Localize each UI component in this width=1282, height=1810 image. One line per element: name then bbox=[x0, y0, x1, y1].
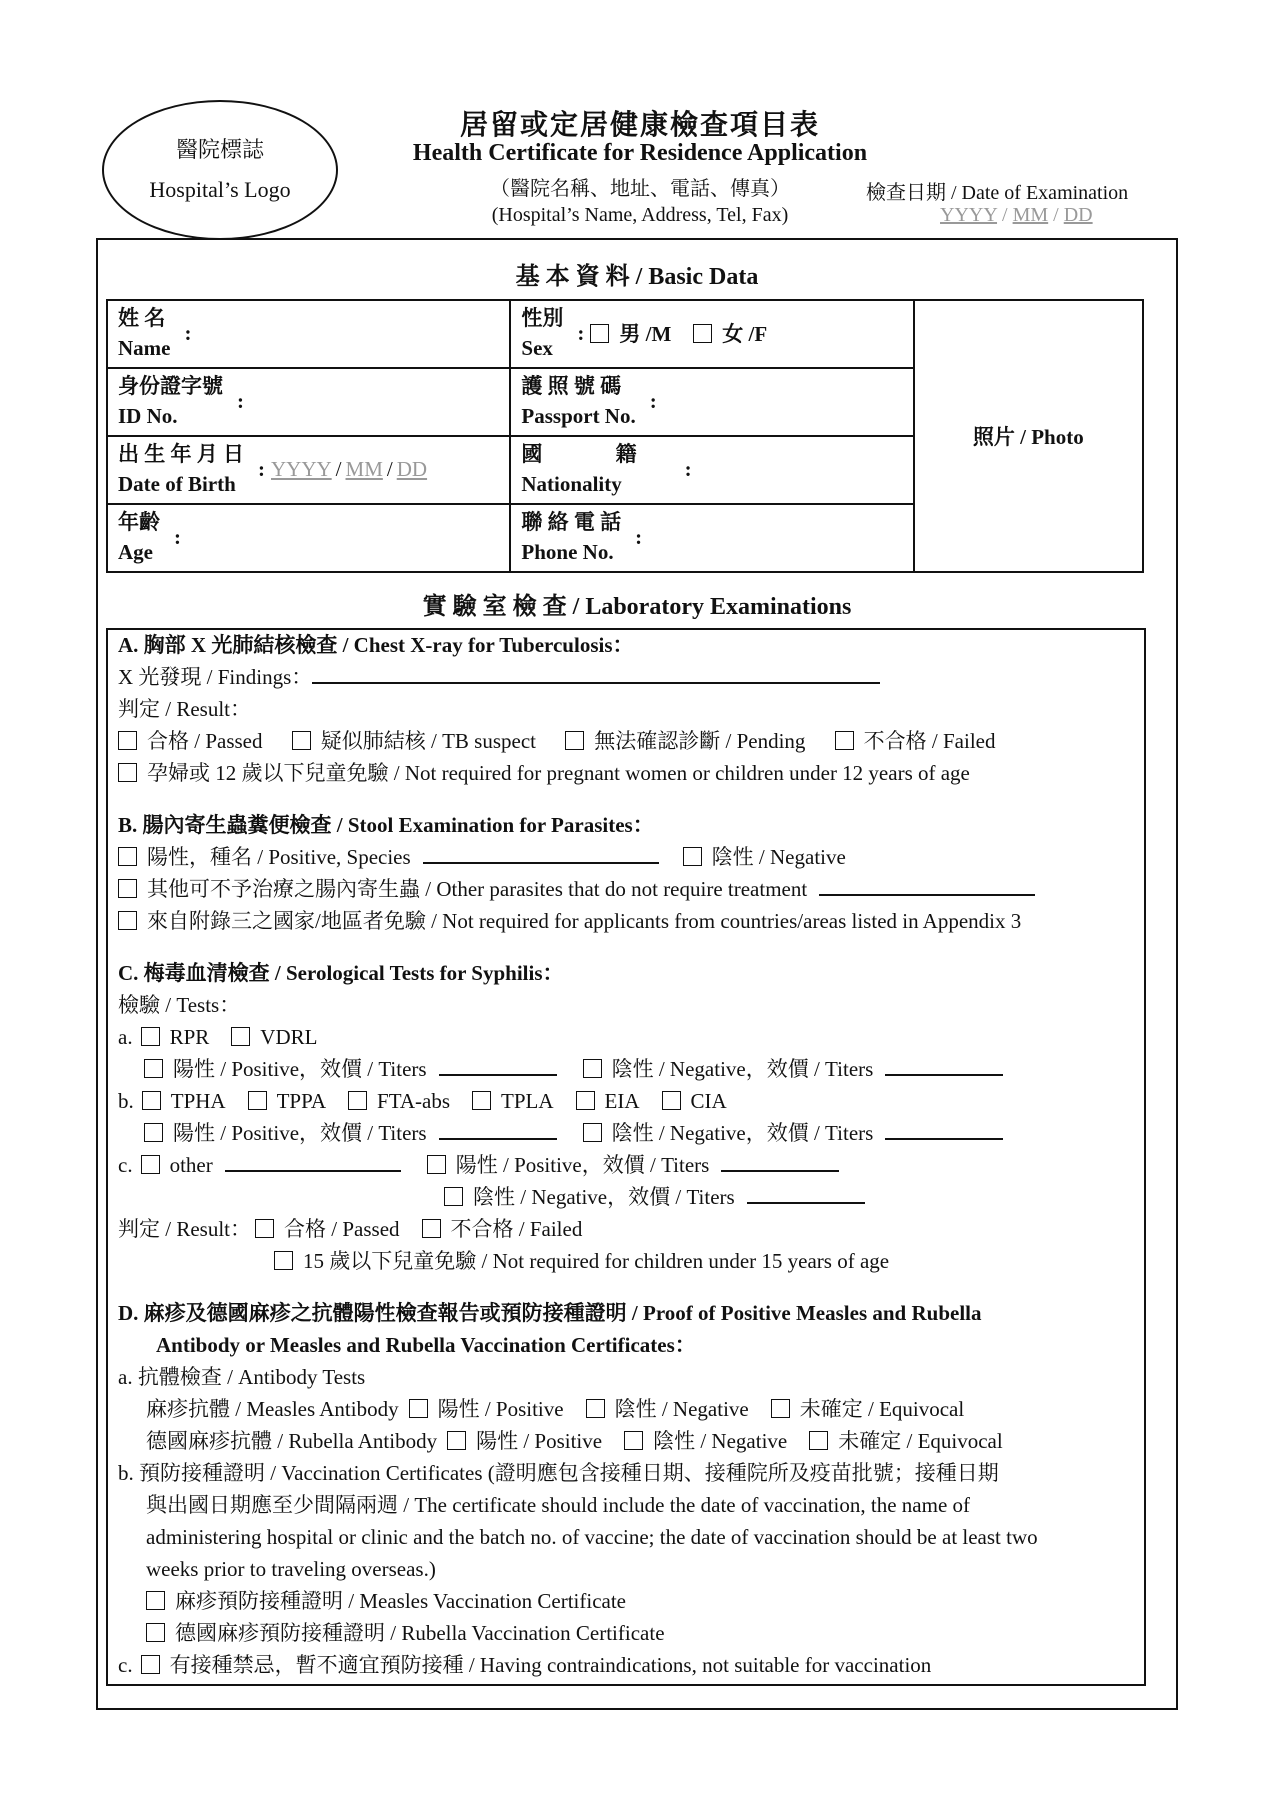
tpha-checkbox[interactable] bbox=[142, 1091, 161, 1110]
measles-vc-checkbox[interactable] bbox=[146, 1591, 165, 1610]
basic-data-title: 基 本 資 料 / Basic Data bbox=[515, 264, 759, 290]
tests-label: 檢驗 / Tests： bbox=[118, 993, 241, 1017]
passed-label: 合格 / Passed bbox=[147, 729, 263, 753]
pending-label: 無法確認診斷 / Pending bbox=[594, 729, 806, 753]
contraindication-checkbox[interactable] bbox=[141, 1655, 160, 1674]
negative-titers-label: 陰性 / Negative，效價 / Titers bbox=[473, 1185, 735, 1209]
exam-date-mm: MM bbox=[1012, 204, 1049, 226]
eia-checkbox[interactable] bbox=[576, 1091, 595, 1110]
colon: : bbox=[577, 320, 585, 345]
contraindication-label: 有接種禁忌，暫不適宜預防接種 / Having contraindications, not suitable for vaccination bbox=[169, 1653, 932, 1677]
tpla-label: TPLA bbox=[501, 1089, 554, 1113]
hospital-logo-placeholder bbox=[102, 100, 338, 240]
findings-label: X 光發現 / Findings： bbox=[118, 665, 313, 689]
tb-suspect-label: 疑似肺結核 / TB suspect bbox=[320, 729, 536, 753]
exam-date-field[interactable] bbox=[940, 204, 1093, 227]
fta-checkbox[interactable] bbox=[348, 1091, 367, 1110]
dob-yyyy: YYYY bbox=[271, 456, 332, 481]
other-parasites-checkbox[interactable] bbox=[118, 879, 137, 898]
male-label: 男 /M bbox=[619, 322, 672, 346]
failed-checkbox-c[interactable] bbox=[422, 1219, 441, 1238]
passed-checkbox-a[interactable] bbox=[118, 731, 137, 750]
vaccination-cert-line-4: weeks prior to traveling overseas.) bbox=[146, 1557, 436, 1581]
measles-negative-checkbox[interactable] bbox=[586, 1399, 605, 1418]
titers-line[interactable] bbox=[439, 1137, 557, 1140]
section-a-heading: A. 胸部 X 光肺結核檢查 / Chest X-ray for Tuberculosis： bbox=[118, 633, 634, 657]
negative-titers-label: 陰性 / Negative，效價 / Titers bbox=[611, 1057, 874, 1081]
exempt-label-c: 15 歲以下兒童免驗 / Not required for children under 15 years of age bbox=[303, 1249, 890, 1273]
section-c-heading: C. 梅毒血清檢查 / Serological Tests for Syphilis： bbox=[118, 961, 564, 985]
passed-label: 合格 / Passed bbox=[284, 1217, 400, 1241]
phone-label-zh: 聯 絡 電 話 bbox=[521, 510, 622, 534]
tppa-label: TPPA bbox=[276, 1089, 327, 1113]
vdrl-label: VDRL bbox=[260, 1025, 318, 1049]
exempt-checkbox-c[interactable] bbox=[274, 1251, 293, 1270]
eia-label: EIA bbox=[604, 1089, 640, 1113]
id-label-zh: 身份證字號 bbox=[118, 374, 223, 398]
colon: : bbox=[649, 388, 657, 413]
titers-line[interactable] bbox=[721, 1169, 839, 1172]
negative-checkbox-cc[interactable] bbox=[444, 1187, 463, 1206]
section-d-heading-1: D. 麻疹及德國麻疹之抗體陽性檢查報告或預防接種證明 / Proof of Positive Measles and Rubella bbox=[118, 1301, 982, 1325]
tppa-checkbox[interactable] bbox=[248, 1091, 267, 1110]
phone-field[interactable] bbox=[510, 504, 913, 572]
rpr-checkbox[interactable] bbox=[141, 1027, 160, 1046]
failed-label: 不合格 / Failed bbox=[450, 1217, 583, 1241]
nationality-label-zh: 國 籍 bbox=[521, 442, 671, 466]
date-sep: / bbox=[386, 456, 393, 481]
findings-line[interactable] bbox=[312, 681, 880, 684]
colon: : bbox=[684, 456, 692, 481]
dob-label-en: Date of Birth bbox=[118, 472, 236, 496]
positive-checkbox-b[interactable] bbox=[118, 847, 137, 866]
exempt-checkbox-a[interactable] bbox=[118, 763, 137, 782]
title-en: Health Certificate for Residence Application bbox=[412, 140, 868, 166]
rubella-equivocal-checkbox[interactable] bbox=[809, 1431, 828, 1450]
colon: : bbox=[635, 524, 643, 549]
negative-checkbox-ca[interactable] bbox=[583, 1059, 602, 1078]
hospital-info-zh: （醫院名稱、地址、電話、傳真） bbox=[490, 178, 790, 200]
positive-titers-label: 陽性 / Positive，效價 / Titers bbox=[173, 1121, 427, 1145]
hospital-info-en: (Hospital’s Name, Address, Tel, Fax) bbox=[491, 204, 789, 226]
exam-date-yyyy: YYYY bbox=[940, 204, 998, 226]
dob-mm: MM bbox=[345, 456, 383, 481]
result-label-a: 判定 / Result： bbox=[118, 697, 252, 721]
negative-label: 陰性 / Negative bbox=[653, 1429, 788, 1453]
colon: : bbox=[184, 320, 192, 345]
equivocal-label: 未確定 / Equivocal bbox=[799, 1397, 965, 1421]
passport-label-en: Passport No. bbox=[521, 404, 636, 428]
exempt-label-a: 孕婦或 12 歲以下兒童免驗 / Not required for pregnant women or children under 12 years of age bbox=[147, 761, 970, 785]
failed-checkbox-a[interactable] bbox=[835, 731, 854, 750]
failed-label: 不合格 / Failed bbox=[863, 729, 996, 753]
section-d-heading-2: Antibody or Measles and Rubella Vaccination Certificates： bbox=[156, 1333, 696, 1357]
rubella-positive-checkbox[interactable] bbox=[447, 1431, 466, 1450]
dob-field[interactable] bbox=[107, 436, 510, 504]
other-test-checkbox[interactable] bbox=[141, 1155, 160, 1174]
positive-titers-label: 陽性 / Positive，效價 / Titers bbox=[455, 1153, 710, 1177]
sex-field bbox=[510, 300, 913, 368]
passed-checkbox-c[interactable] bbox=[255, 1219, 274, 1238]
vaccination-cert-line-2: 與出國日期應至少間隔兩週 / The certificate should include the date of vaccination, the name of bbox=[146, 1493, 971, 1517]
id-label-en: ID No. bbox=[118, 404, 178, 428]
nationality-label-en: Nationality bbox=[521, 472, 622, 496]
titers-line[interactable] bbox=[885, 1137, 1003, 1140]
section-b-heading: B. 腸內寄生蟲糞便檢查 / Stool Examination for Parasites： bbox=[118, 813, 654, 837]
measles-antibody-label: 麻疹抗體 / Measles Antibody bbox=[146, 1397, 399, 1421]
vaccination-cert-line-1: b. 預防接種證明 / Vaccination Certificates (證明應包含接種日期、接種院所及疫苗批號；接種日期 bbox=[118, 1461, 999, 1485]
negative-titers-label: 陰性 / Negative，效價 / Titers bbox=[611, 1121, 874, 1145]
age-field[interactable] bbox=[107, 504, 510, 572]
negative-label: 陰性 / Negative bbox=[614, 1397, 749, 1421]
titers-line[interactable] bbox=[885, 1073, 1003, 1076]
positive-label: 陽性 / Positive bbox=[437, 1397, 564, 1421]
name-field[interactable] bbox=[107, 300, 510, 368]
sex-label-zh: 性別 bbox=[521, 306, 564, 330]
nationality-field[interactable] bbox=[510, 436, 913, 504]
other-parasites-label: 其他可不予治療之腸內寄生蟲 / Other parasites that do not require treatment bbox=[147, 877, 808, 901]
lab-title: 實 驗 室 檢 查 / Laboratory Examinations bbox=[422, 594, 852, 620]
equivocal-label: 未確定 / Equivocal bbox=[838, 1429, 1003, 1453]
dob-label-zh: 出 生 年 月 日 bbox=[118, 442, 244, 466]
measles-equivocal-checkbox[interactable] bbox=[771, 1399, 790, 1418]
c-a-marker: a. bbox=[118, 1025, 133, 1049]
basic-data-table bbox=[106, 299, 1144, 573]
titers-line[interactable] bbox=[747, 1201, 865, 1204]
tpha-label: TPHA bbox=[170, 1089, 226, 1113]
d-c-marker: c. bbox=[118, 1653, 133, 1677]
exempt-label-b: 來自附錄三之國家/地區者免驗 / Not required for applicants from countries/areas listed in Appendix 3 bbox=[147, 909, 1022, 933]
pending-checkbox[interactable] bbox=[565, 731, 584, 750]
name-label-en: Name bbox=[118, 336, 171, 360]
logo-label-zh: 醫院標誌 bbox=[175, 137, 264, 162]
title-zh: 居留或定居健康檢查項目表 bbox=[459, 110, 820, 141]
species-line[interactable] bbox=[423, 861, 659, 864]
age-label-zh: 年齡 bbox=[118, 510, 160, 534]
sex-label-en: Sex bbox=[521, 336, 553, 360]
measles-positive-checkbox[interactable] bbox=[409, 1399, 428, 1418]
c-c-marker: c. bbox=[118, 1153, 133, 1177]
positive-checkbox-cb[interactable] bbox=[144, 1123, 163, 1142]
dob-dd: DD bbox=[396, 456, 428, 481]
logo-label-en: Hospital’s Logo bbox=[149, 177, 291, 202]
vaccination-cert-line-3: administering hospital or clinic and the batch no. of vaccine; the date of vaccination should be at least two bbox=[146, 1525, 1038, 1549]
positive-label: 陽性 / Positive bbox=[476, 1429, 603, 1453]
rubella-negative-checkbox[interactable] bbox=[624, 1431, 643, 1450]
rubella-vc-checkbox[interactable] bbox=[146, 1623, 165, 1642]
other-parasites-line[interactable] bbox=[819, 893, 1035, 896]
exam-date-dd: DD bbox=[1063, 204, 1093, 226]
positive-titers-label: 陽性 / Positive，效價 / Titers bbox=[173, 1057, 427, 1081]
date-sep: / bbox=[1053, 204, 1059, 226]
cia-label: CIA bbox=[690, 1089, 727, 1113]
date-sep: / bbox=[335, 456, 342, 481]
rpr-label: RPR bbox=[169, 1025, 210, 1049]
negative-checkbox-cb[interactable] bbox=[583, 1123, 602, 1142]
exam-date-label: 檢查日期 / Date of Examination bbox=[866, 182, 1129, 204]
female-label: 女 /F bbox=[722, 322, 768, 346]
positive-checkbox-ca[interactable] bbox=[144, 1059, 163, 1078]
name-label-zh: 姓 名 bbox=[118, 306, 166, 330]
photo-box[interactable] bbox=[914, 300, 1143, 572]
c-b-marker: b. bbox=[118, 1089, 134, 1113]
date-sep: / bbox=[1002, 204, 1008, 226]
antibody-tests-label: a. 抗體檢查 / Antibody Tests bbox=[118, 1365, 366, 1389]
other-test-line[interactable] bbox=[225, 1169, 401, 1172]
rubella-vc-label: 德國麻疹預防接種證明 / Rubella Vaccination Certificate bbox=[175, 1621, 665, 1645]
age-label-en: Age bbox=[118, 540, 153, 564]
positive-checkbox-cc[interactable] bbox=[427, 1155, 446, 1174]
photo-label: 照片 / Photo bbox=[972, 425, 1084, 449]
male-checkbox[interactable] bbox=[590, 324, 609, 343]
vdrl-checkbox[interactable] bbox=[231, 1027, 250, 1046]
measles-vc-label: 麻疹預防接種證明 / Measles Vaccination Certificate bbox=[175, 1589, 627, 1613]
colon: : bbox=[174, 524, 181, 549]
positive-species-label: 陽性，種名 / Positive, Species bbox=[147, 845, 411, 869]
female-checkbox[interactable] bbox=[693, 324, 712, 343]
tb-suspect-checkbox[interactable] bbox=[292, 731, 311, 750]
passport-label-zh: 護 照 號 碼 bbox=[521, 374, 622, 398]
rubella-antibody-label: 德國麻疹抗體 / Rubella Antibody bbox=[146, 1429, 438, 1453]
phone-label-en: Phone No. bbox=[521, 540, 614, 564]
negative-checkbox-b[interactable] bbox=[683, 847, 702, 866]
titers-line[interactable] bbox=[439, 1073, 557, 1076]
fta-label: FTA-abs bbox=[377, 1089, 451, 1113]
other-test-label: other bbox=[169, 1153, 213, 1177]
cia-checkbox[interactable] bbox=[662, 1091, 681, 1110]
colon: : bbox=[237, 388, 244, 413]
tpla-checkbox[interactable] bbox=[472, 1091, 491, 1110]
result-label-c: 判定 / Result： bbox=[118, 1217, 252, 1241]
id-field[interactable] bbox=[107, 368, 510, 436]
exempt-checkbox-b[interactable] bbox=[118, 911, 137, 930]
colon: : bbox=[258, 456, 265, 481]
negative-label-b: 陰性 / Negative bbox=[711, 845, 846, 869]
passport-field[interactable] bbox=[510, 368, 913, 436]
